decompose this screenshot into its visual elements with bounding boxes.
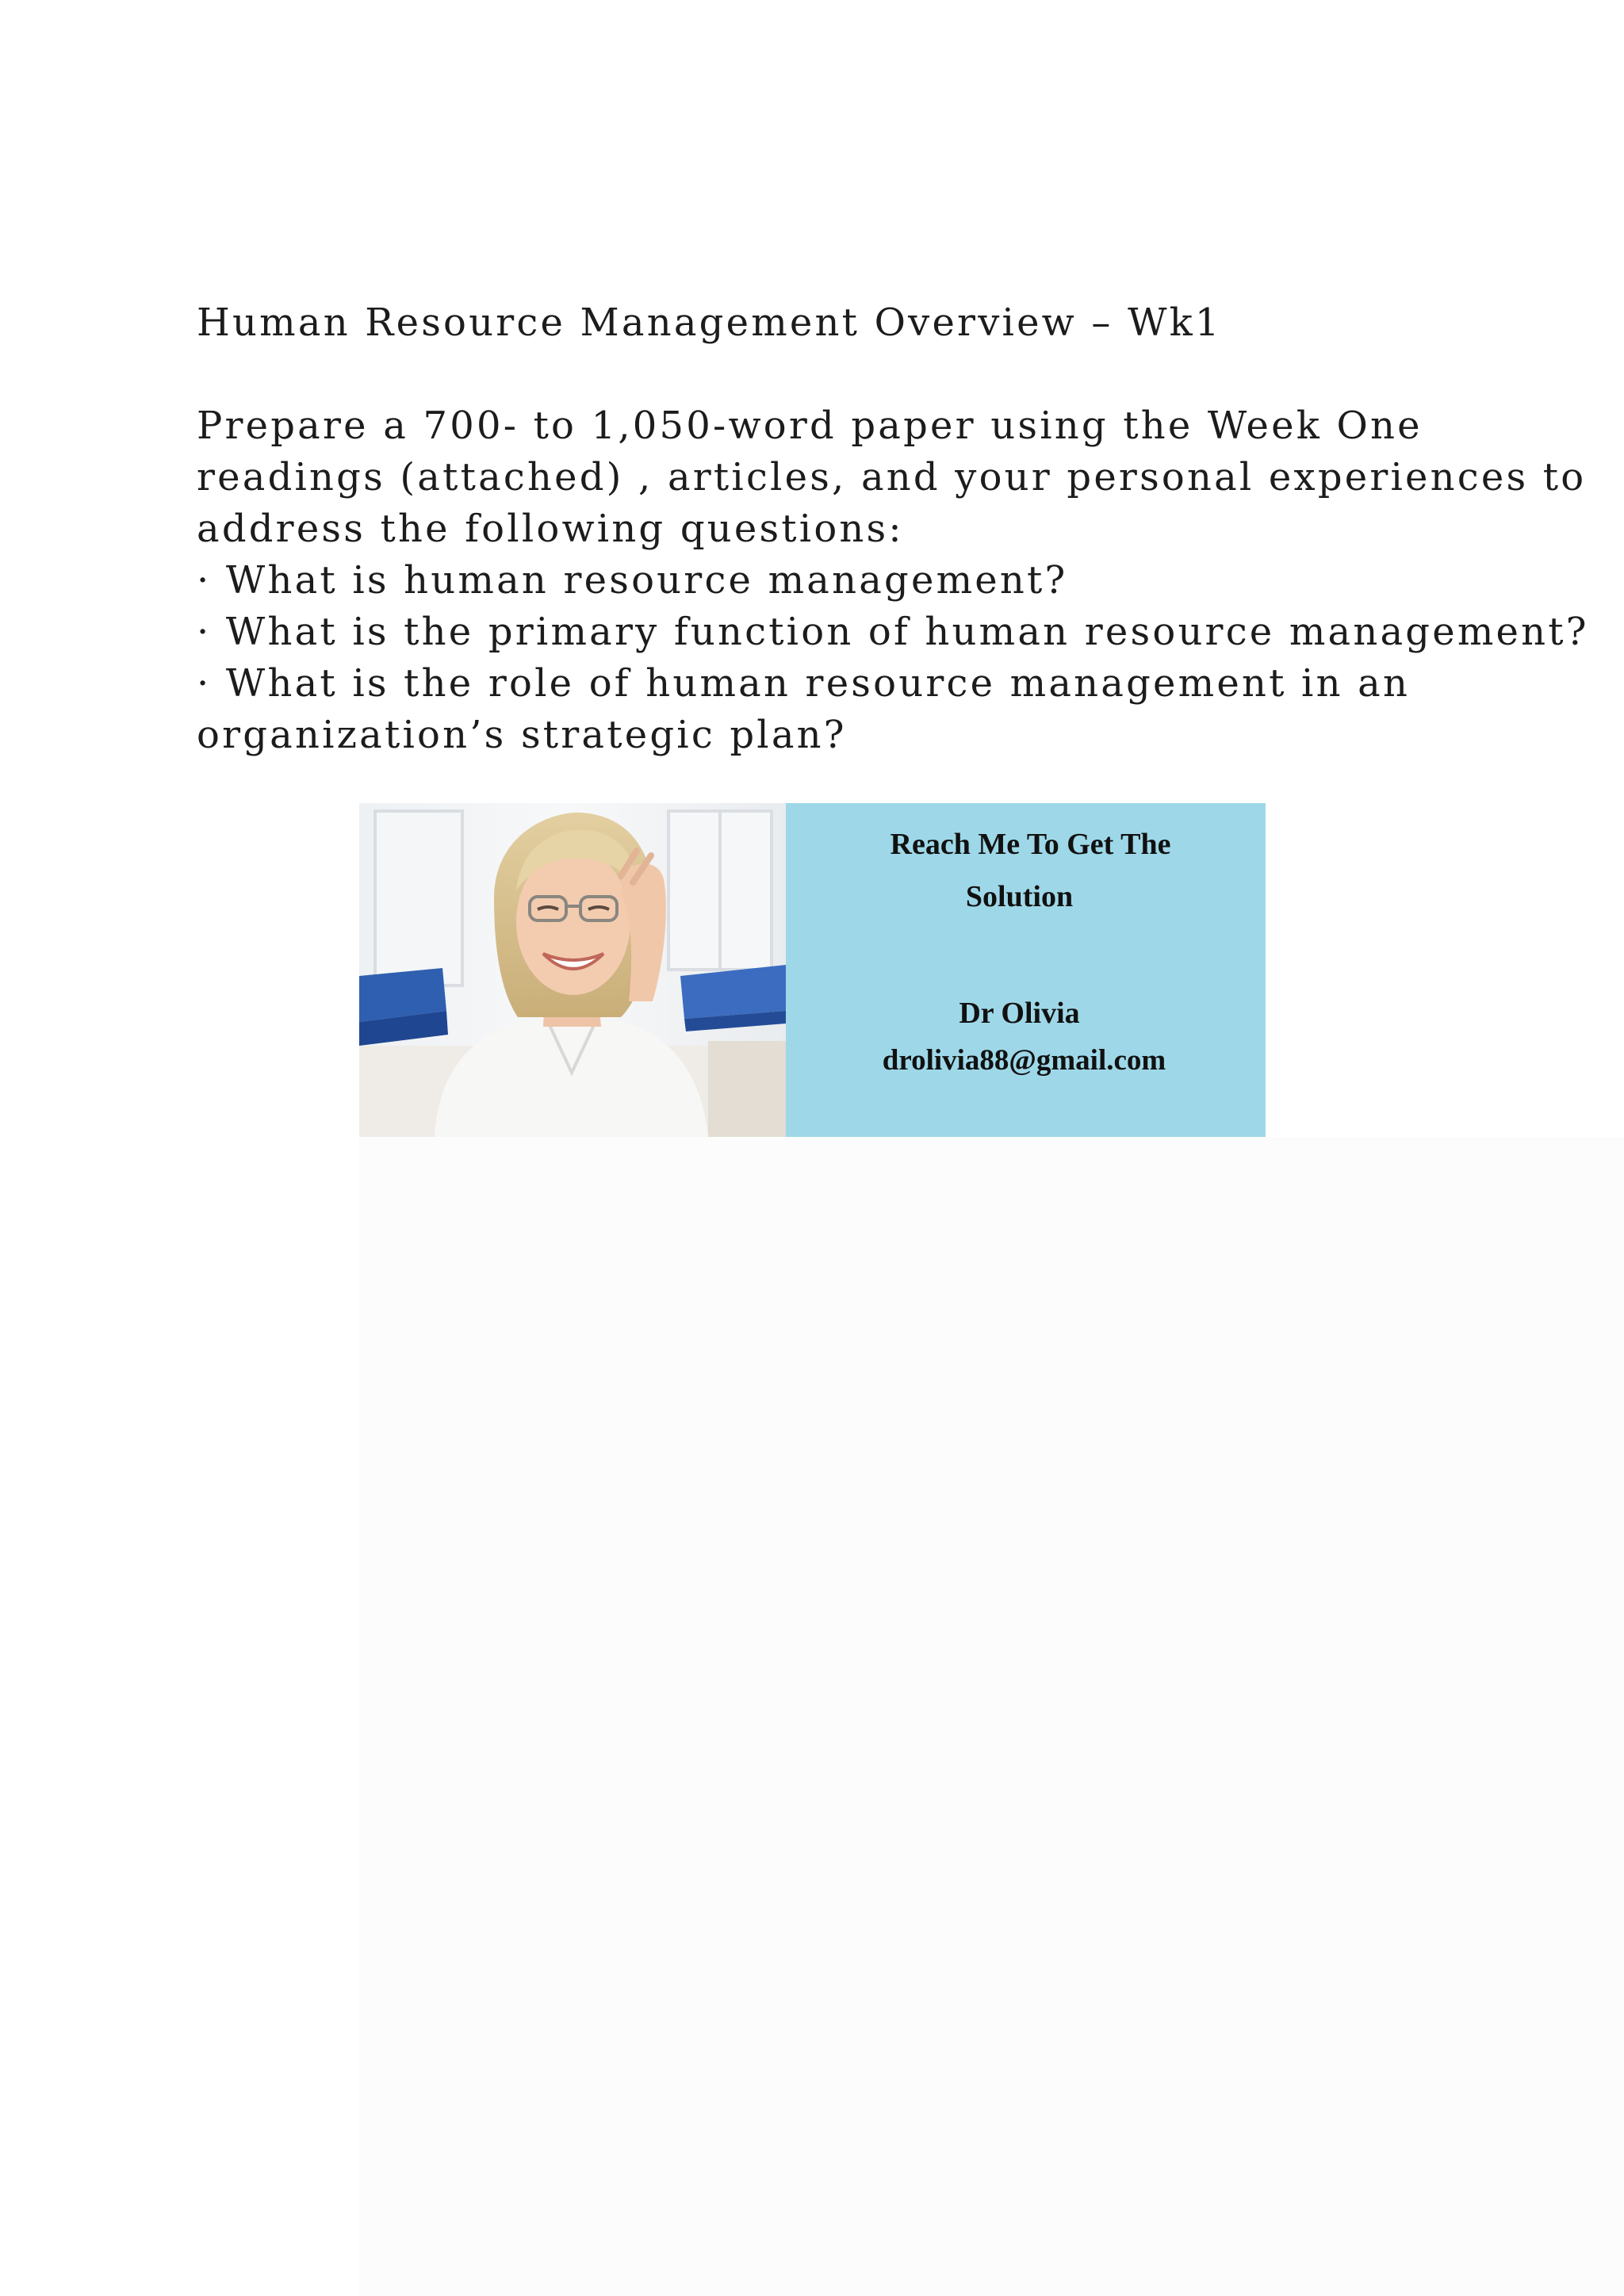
- bullet-question: · What is the role of human resource management in an: [197, 661, 1411, 706]
- body-line: Prepare a 700- to 1,050-word paper using the Week One: [197, 404, 1423, 448]
- contact-banner: [359, 803, 1266, 1137]
- document-text: [197, 297, 1589, 761]
- paragraph-gap: [197, 349, 1465, 400]
- document-title: Human Resource Management Overview – Wk1: [197, 300, 1222, 345]
- bullet-question: · What is human resource management?: [197, 558, 1068, 603]
- banner-headline-line2: Solution: [965, 880, 1074, 913]
- banner-headline-line1: Reach Me To Get The: [890, 828, 1171, 861]
- bullet-question-continued: organization’s strategic plan?: [197, 713, 847, 757]
- woman-photo: [359, 803, 786, 1137]
- contact-name: Dr Olivia: [959, 997, 1080, 1030]
- bullet-question: · What is the primary function of human resource management?: [197, 610, 1589, 654]
- body-line: readings (attached) , articles, and your personal experiences to: [197, 455, 1587, 499]
- body-line: address the following questions:: [197, 507, 904, 551]
- page-shade-region: [359, 1137, 1624, 2296]
- contact-email: drolivia88@gmail.com: [882, 1044, 1166, 1077]
- contact-info-panel: [786, 803, 1266, 1137]
